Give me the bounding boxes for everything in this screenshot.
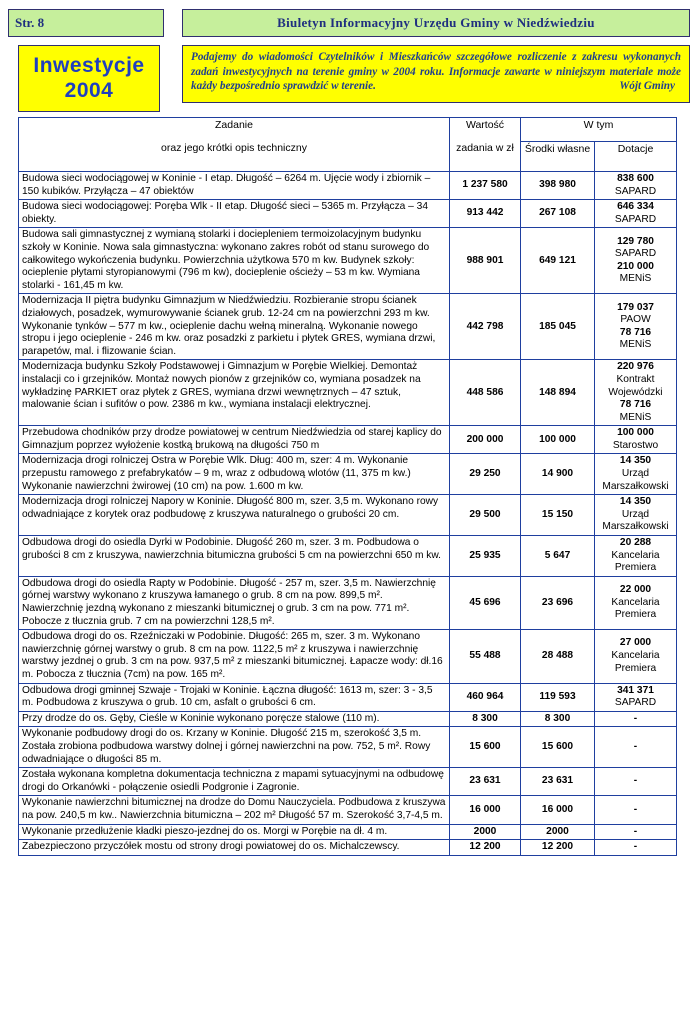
header-value: [450, 118, 521, 172]
task-value: 1 237 580: [450, 172, 521, 200]
task-value: 12 200: [450, 840, 521, 856]
grant-amount: -: [633, 841, 638, 853]
task-description: Odbudowa drogi do osiedla Dyrki w Podobinie. Długość 260 m, szer. 3 m. Podbudowa o grubości 8 cm z kruszywa, nawierzchnia bitumiczna grubości 5 cm na powierzchni 650 m kw.: [19, 536, 450, 577]
own-funds-value: 185 045: [521, 294, 595, 360]
own-funds-value: 5 647: [521, 536, 595, 577]
grant-cell: [595, 711, 677, 727]
grant-amount: 78 716: [619, 399, 652, 411]
grant-source: MENiS: [619, 273, 652, 285]
grant-source: Kontrakt Wojewódzki: [608, 373, 663, 398]
task-description: Modernizacja drogi rolniczej Napory w Koninie. Długość 800 m, szer. 3,5 m. Wykonano rowy odwadniające z korytek oraz podbudowę z kruszywa naturalnego o grubości 20 cm.: [19, 495, 450, 536]
grant-source: Kancelaria Premiera: [611, 549, 660, 574]
grant-cell: [595, 228, 677, 294]
grant-cell: [595, 824, 677, 840]
task-value: 29 250: [450, 454, 521, 495]
task-value: 23 631: [450, 768, 521, 796]
own-funds-value: 23 696: [521, 576, 595, 629]
grant-cell: [595, 768, 677, 796]
table-row: [19, 172, 677, 200]
task-description: Budowa sali gimnastycznej z wymianą stolarki i dociepleniem termoizolacyjnym budynku szkoły w Koninie. Nowa sala gimnastyczna: wykonano zakres robót od stanu surowego do całkowitego wykończenia budynku. Powierzchnia użytkowa 570 m kw. Budynek szkoły: ocieplenie płytami styropianowymi (796 m kw), docieplenie ościeży – 53 m kw. Wymiana stolarki - 161,45 m kw.: [19, 228, 450, 294]
grant-cell: [595, 796, 677, 824]
table-row: [19, 426, 677, 454]
grant-amount: 210 000: [617, 260, 654, 272]
grant-amount: 78 716: [619, 326, 652, 338]
grant-source: SAPARD: [614, 697, 657, 709]
task-description: Odbudowa drogi do os. Rzeźniczaki w Podobinie. Długość: 265 m, szer. 3 m. Wykonano nawierzchnię górnej warstwy o grub. 8 cm na pow. 1122,5 m² z kruszywa i nawierzchnię warstwy jezdnej o grub. 3 cm na pow. 937,5 m² z mieszanki bitumicznej. Łapacze wody: dł.16 m. Pobocza z tłucznia (7cm) na pow. 165 m².: [19, 630, 450, 683]
grant-amount: 27 000: [619, 637, 652, 649]
grant-amount: 100 000: [617, 427, 654, 439]
grant-source: SAPARD: [614, 185, 657, 197]
task-description: Odbudowa drogi gminnej Szwaje - Trojaki w Koninie. Łączna długość: 1613 m, szer: 3 - 3,5 m. Podbudowa z kruszywa o grub. 10 cm, asfalt o grubości 6 cm.: [19, 683, 450, 711]
task-description: Wykonanie podbudowy drogi do os. Krzany w Koninie. Długość 215 m, szerokość 3,5 m. Została zrobiona podbudowa warstwy dolnej i górnej nawierzchni na pow. 752, 5 m². Rowy odwadniające o długości 85 m.: [19, 727, 450, 768]
grant-source: PAOW: [620, 314, 651, 326]
own-funds-value: 28 488: [521, 630, 595, 683]
table-row: [19, 454, 677, 495]
task-description: Budowa sieci wodociągowej w Koninie - I etap. Długość – 6264 m. Ujęcie wody i zbiornik – 150 kubików. Przyłącza – 47 obiektów: [19, 172, 450, 200]
section-title-line2: 2004: [64, 79, 114, 102]
grant-cell: [595, 727, 677, 768]
header-value-line1: Wartość: [465, 119, 505, 131]
grant-amount: 341 371: [617, 684, 654, 696]
grant-source: Urząd Marszałkowski: [602, 508, 669, 533]
own-funds-value: 2000: [521, 824, 595, 840]
grant-cell: [595, 454, 677, 495]
intro-signature: Wójt Gminy: [619, 80, 675, 92]
task-description: Wykonanie nawierzchni bitumicznej na drodze do Domu Nauczyciela. Podbudowa z kruszywa na pow. 240,5 m kw.. Nawierzchnia bitumiczna – 202 m² Długość 57 m. Szerokość 3,7-4,5 m.: [19, 796, 450, 824]
grant-source: Kancelaria Premiera: [611, 650, 660, 674]
header-grants: Dotacje: [595, 142, 677, 172]
grant-source: SAPARD: [614, 248, 657, 260]
header-own-funds: Środki własne: [521, 142, 595, 172]
own-funds-value: 119 593: [521, 683, 595, 711]
grant-amount: 20 288: [619, 537, 652, 549]
task-description: Budowa sieci wodociągowej: Poręba Wlk - II etap. Długość sieci – 5365 m. Przyłącza – 34 obiekty.: [19, 200, 450, 228]
grant-amount: 129 780: [617, 235, 654, 247]
intro-box: [182, 45, 690, 103]
grant-amount: 838 600: [617, 173, 654, 184]
task-value: 8 300: [450, 711, 521, 727]
grant-source: Starostwo: [612, 439, 659, 451]
bulletin-title: Biuletyn Informacyjny Urzędu Gminy w Niedźwiedziu: [182, 9, 690, 37]
table-row: [19, 727, 677, 768]
grant-amount: -: [633, 740, 638, 752]
grant-cell: [595, 840, 677, 856]
section-title-line1: Inwestycje: [33, 54, 145, 77]
own-funds-value: 148 894: [521, 360, 595, 426]
grant-amount: -: [633, 775, 638, 787]
own-funds-value: 14 900: [521, 454, 595, 495]
task-description: Modernizacja drogi rolniczej Ostra w Porębie Wlk. Dług: 400 m, szer: 4 m. Wykonanie przepustu ramowego z prefabrykatów – 9 m, wraz z odbudową wlotów (11, 375 m kw.) Wykonanie nawierzchni żwirowej (10 cm) na pow. 1.600 m kw.: [19, 454, 450, 495]
grant-amount: 220 976: [617, 361, 654, 373]
grant-amount: 14 350: [619, 496, 652, 508]
grant-cell: [595, 630, 677, 683]
own-funds-value: 15 150: [521, 495, 595, 536]
task-value: 460 964: [450, 683, 521, 711]
table-row: [19, 200, 677, 228]
page-number: Str. 8: [8, 9, 164, 37]
table-row: [19, 824, 677, 840]
grant-cell: [595, 360, 677, 426]
grant-amount: -: [633, 825, 638, 837]
table-row: [19, 630, 677, 683]
task-value: 448 586: [450, 360, 521, 426]
grant-cell: [595, 536, 677, 577]
own-funds-value: 23 631: [521, 768, 595, 796]
table-row: [19, 840, 677, 856]
task-value: 200 000: [450, 426, 521, 454]
section-title: [18, 45, 160, 112]
grant-cell: [595, 294, 677, 360]
task-description: Odbudowa drogi do osiedla Rapty w Podobinie. Długość - 257 m, szer. 3,5 m. Nawierzchnię górnej warstwy wykonano z kruszywa łamanego o grub. 8 cm na pow. 899,5 m². Nawierzchnię jezdną wykonano z mieszanki bitumicznej o grub. 3 cm na pow. 771 m². Pobocze z tłucznia grub. 7 cm na powierzchni 128,5 m².: [19, 576, 450, 629]
header-value-line2: zadania w zł: [456, 141, 514, 154]
header-task: [19, 118, 450, 172]
grant-amount: 22 000: [619, 584, 652, 596]
task-description: Modernizacja budynku Szkoły Podstawowej i Gimnazjum w Porębie Wielkiej. Demontaż instalacji co i grzejników. Montaż nowych pionów z grzejników co, wymiana posadzek na wykładzinę PARKIET oraz płytek z GRES, wymiana drzwi wewnętrznych – 47 sztuk, malowanie ścian i sufitów o pow. 2386 m kw., wymiana instalacji elektrycznej.: [19, 360, 450, 426]
grant-cell: [595, 172, 677, 200]
grant-amount: 179 037: [617, 301, 654, 313]
task-value: 45 696: [450, 576, 521, 629]
own-funds-value: 12 200: [521, 840, 595, 856]
task-value: 29 500: [450, 495, 521, 536]
table-row: [19, 711, 677, 727]
table-row: [19, 228, 677, 294]
task-description: Została wykonana kompletna dokumentacja techniczna z mapami sytuacyjnymi na odbudowę drogi do Orkanówki - połączenie osiedli Podgronie i Zagronie.: [19, 768, 450, 796]
own-funds-value: 15 600: [521, 727, 595, 768]
grant-cell: [595, 576, 677, 629]
own-funds-value: 649 121: [521, 228, 595, 294]
header-including: W tym: [521, 118, 677, 142]
task-value: 442 798: [450, 294, 521, 360]
grant-amount: -: [633, 712, 638, 724]
task-description: Modernizacja II piętra budynku Gimnazjum w Niedźwiedziu. Rozbieranie stropu ścianek działowych, posadzek, wymurowywanie ścianek grub. 12-24 cm na powierzchni 293 m kw. Wykonanie tynków – 577 m kw., ocieplenie dachu wełną mineralną. Wykonanie nowego stropu i jego ocieplenie - 246 m kw. oraz posadzki z parkietu i płytek GRES, wymiana drzwi, parapetów, mal. i flizowanie ścian.: [19, 294, 450, 360]
grant-amount: 646 334: [617, 201, 654, 213]
task-description: Zabezpieczono przyczółek mostu od strony drogi powiatowej do os. Michalczewscy.: [19, 840, 450, 856]
task-value: 55 488: [450, 630, 521, 683]
grant-source: MENiS: [619, 339, 652, 351]
grant-cell: [595, 683, 677, 711]
grant-cell: [595, 495, 677, 536]
header-task-line1: Zadanie: [215, 119, 253, 131]
task-value: 15 600: [450, 727, 521, 768]
task-value: 16 000: [450, 796, 521, 824]
table-row: [19, 360, 677, 426]
table-row: [19, 576, 677, 629]
header-task-line2: oraz jego krótki opis techniczny: [161, 141, 307, 154]
grant-source: Urząd Marszałkowski: [602, 468, 669, 492]
task-value: 25 935: [450, 536, 521, 577]
task-description: Wykonanie przedłużenie kładki pieszo-jezdnej do os. Morgi w Porębie na dł. 4 m.: [19, 824, 450, 840]
task-description: Przy drodze do os. Gęby, Cieśle w Koninie wykonano poręcze stalowe (110 m).: [19, 711, 450, 727]
grant-amount: 14 350: [619, 455, 652, 467]
own-funds-value: 100 000: [521, 426, 595, 454]
grant-cell: [595, 426, 677, 454]
table-row: [19, 768, 677, 796]
grant-source: SAPARD: [614, 213, 657, 225]
own-funds-value: 8 300: [521, 711, 595, 727]
intro-text: Podajemy do wiadomości Czytelników i Mieszkańców szczegółowe rozliczenie z zakresu wykonanych zadań inwestycyjnych na terenie gminy w 2004 roku. Informacje zawarte w niniejszym materiale może każdy bezpośrednio sprawdzić w terenie.: [191, 51, 681, 92]
grant-amount: -: [633, 803, 638, 815]
grant-cell: [595, 200, 677, 228]
grant-source: Kancelaria Premiera: [611, 596, 660, 621]
table-row: [19, 536, 677, 577]
investments-table: [18, 117, 677, 856]
table-row: [19, 294, 677, 360]
table-row: [19, 683, 677, 711]
table-row: [19, 495, 677, 536]
own-funds-value: 267 108: [521, 200, 595, 228]
task-value: 913 442: [450, 200, 521, 228]
task-value: 988 901: [450, 228, 521, 294]
own-funds-value: 398 980: [521, 172, 595, 200]
grant-source: MENiS: [619, 411, 652, 423]
task-description: Przebudowa chodników przy drodze powiatowej w centrum Niedźwiedzia od starej kaplicy do Gimnazjum poprzez wyłożenie kostką brukową na długości 750 m: [19, 426, 450, 454]
task-value: 2000: [450, 824, 521, 840]
table-row: [19, 796, 677, 824]
own-funds-value: 16 000: [521, 796, 595, 824]
